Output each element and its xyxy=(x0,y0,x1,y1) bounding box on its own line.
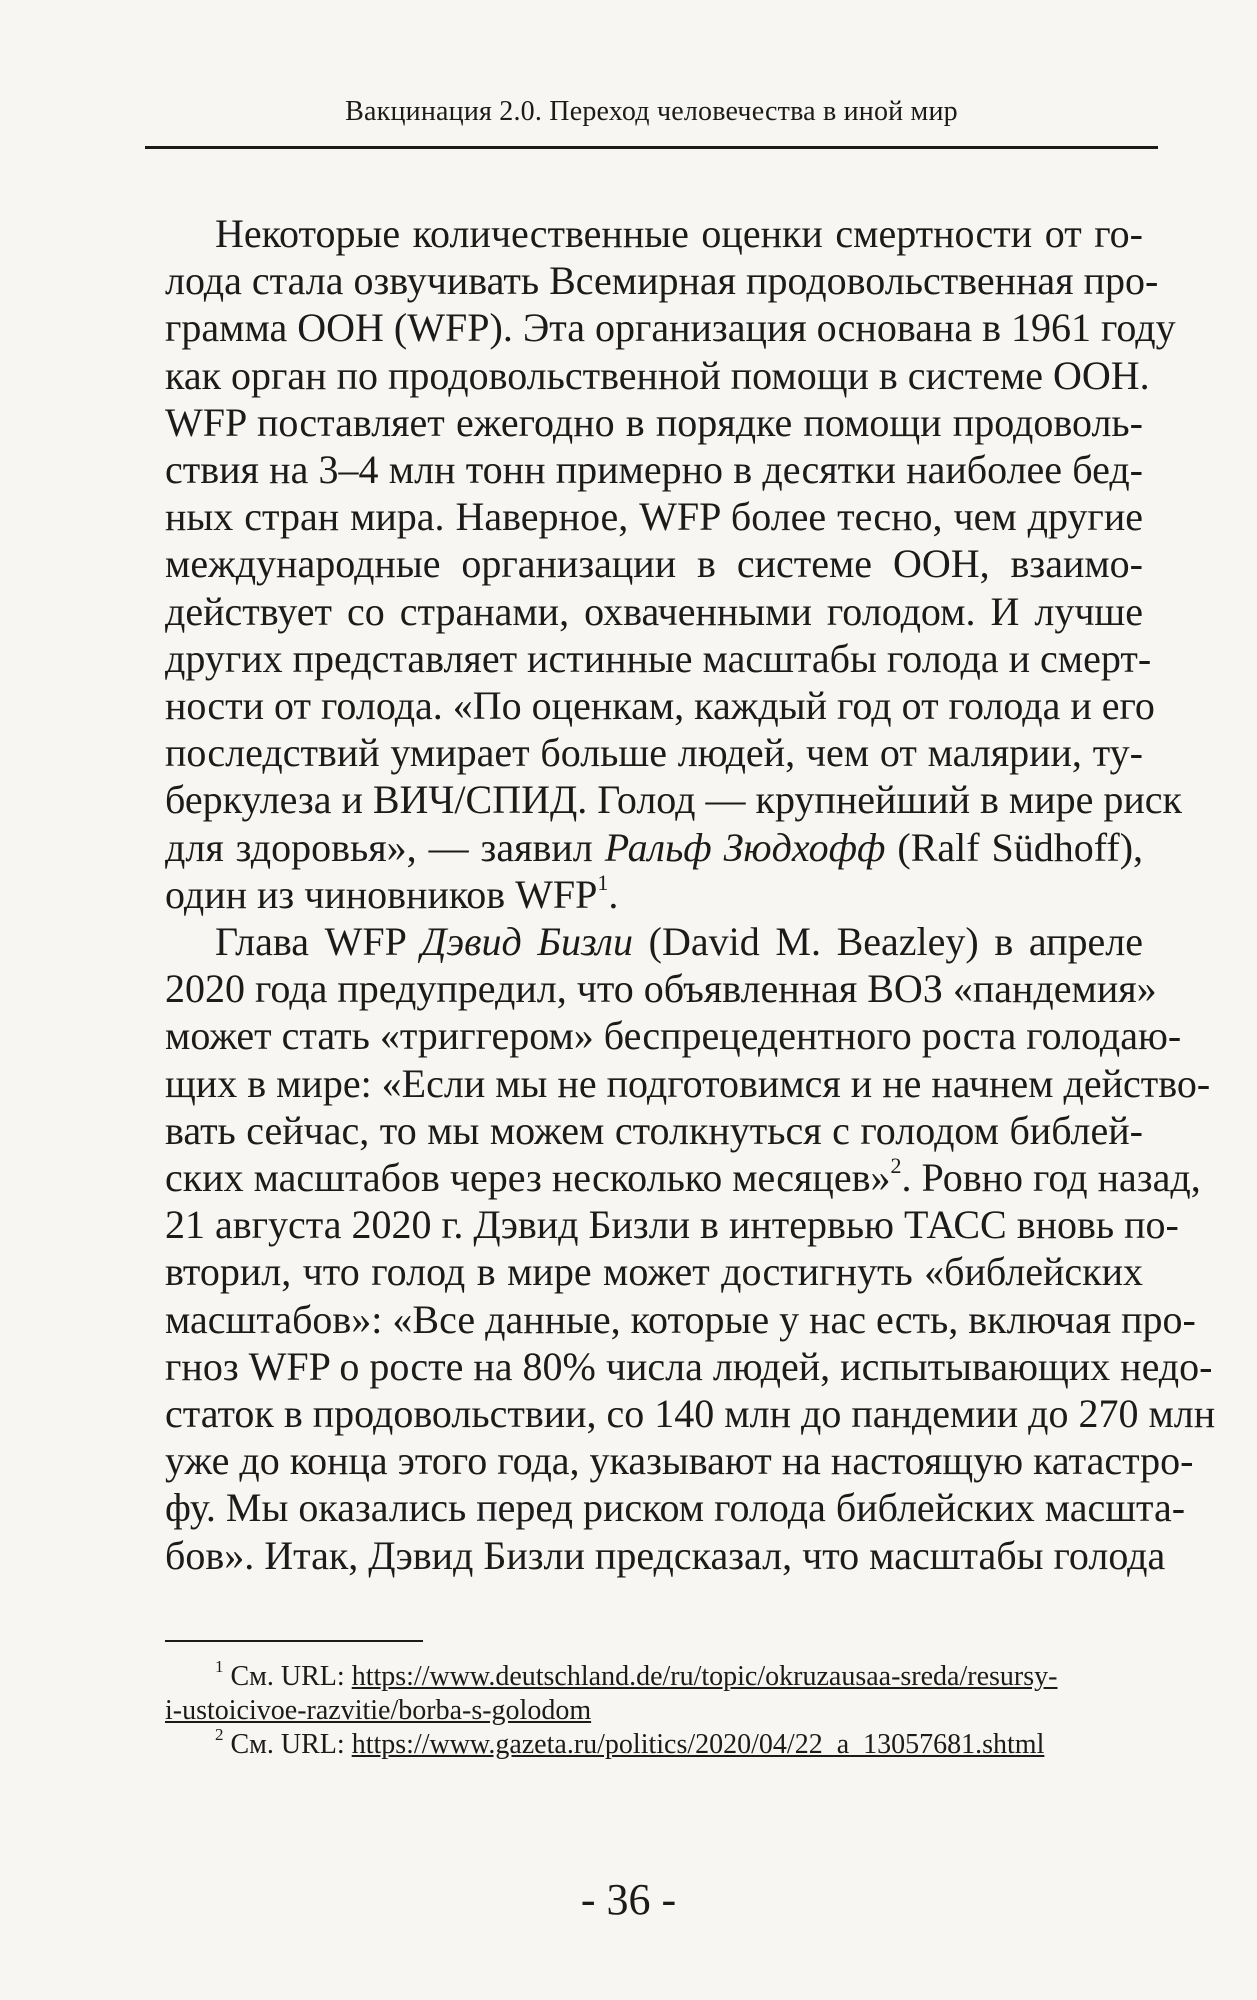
text-line xyxy=(165,871,1143,918)
footnote-number: 2 xyxy=(215,1724,224,1744)
footnote-line xyxy=(165,1694,1143,1728)
text-line: ности от голода. «По оценкам, каждый год от голода и его xyxy=(165,683,1155,729)
text-line: грамма ООН (WFP). Эта организация основана в 1961 году xyxy=(165,305,1176,351)
footnote-number: 1 xyxy=(215,1656,224,1676)
footnote-1-link-continued[interactable]: i-ustoicivoe-razvitie/borba-s-golodom xyxy=(165,1695,592,1726)
person-name-sudhoff: Ральф Зюдхофф xyxy=(604,824,886,870)
text-line: международные организации в системе ООН, взаимо- xyxy=(165,541,1143,587)
text-span: Глава WFP xyxy=(215,919,422,965)
footnote-2 xyxy=(165,1724,1143,1762)
text-line: фу. Мы оказались перед риском голода библейских масшта- xyxy=(165,1485,1186,1531)
text-line: может стать «триггером» беспрецедентного роста голодаю- xyxy=(165,1013,1182,1059)
footnote-ref-1[interactable]: 1 xyxy=(597,869,609,895)
text-line xyxy=(165,1152,1201,1201)
text-span: (David M. Beazley) в апреле xyxy=(633,919,1143,965)
text-line: вать сейчас, то мы можем столкнуться с голодом библей- xyxy=(165,1107,1143,1153)
body-text xyxy=(165,210,1216,1579)
footnote-line xyxy=(165,1724,1143,1762)
footnote-1 xyxy=(165,1656,1143,1728)
text-line: 21 августа 2020 г. Дэвид Бизли в интервью ТАСС вновь по- xyxy=(165,1202,1179,1248)
text-line: беркулеза и ВИЧ/СПИД. Голод — крупнейший в мире риск xyxy=(165,777,1182,823)
text-line: вторил, что голод в мире может достигнуть «библейских xyxy=(165,1249,1143,1295)
text-span: для здоровья», — заявил xyxy=(165,824,605,870)
text-span: (Ralf Südhoff), xyxy=(885,824,1144,870)
text-line: WFP поставляет ежегодно в порядке помощи продоволь- xyxy=(165,399,1143,445)
running-title: Вакцинация 2.0. Переход человечества в иной мир xyxy=(345,96,958,127)
footnote-line xyxy=(165,1656,1143,1694)
text-line: уже до конца этого года, указывают на настоящую катастро- xyxy=(165,1438,1194,1484)
text-line: действует со странами, охваченными голодом. И лучше xyxy=(165,588,1143,634)
footnote-rule xyxy=(165,1640,423,1642)
text-line: ных стран мира. Наверное, WFP более тесно, чем другие xyxy=(165,494,1143,540)
text-span: . xyxy=(608,871,619,917)
paragraph-2 xyxy=(165,918,1216,1579)
text-line: статок в продовольствии, со 140 млн до пандемии до 270 млн xyxy=(165,1391,1216,1437)
page-number: - 36 - xyxy=(580,1875,677,1924)
text-line xyxy=(165,824,1143,871)
text-line: ствия на 3–4 млн тонн примерно в десятки наиболее бед- xyxy=(165,447,1143,493)
text-span: . Ровно год назад, xyxy=(901,1155,1201,1201)
text-line: щих в мире: «Если мы не подготовимся и не начнем действо- xyxy=(165,1060,1211,1106)
paragraph-1 xyxy=(165,210,1182,918)
header-rule xyxy=(145,146,1158,149)
running-header xyxy=(145,92,1158,132)
text-span: ских масштабов через несколько месяцев» xyxy=(165,1155,891,1201)
footnote-prefix: См. URL: xyxy=(230,1729,352,1760)
text-line: как орган по продовольственной помощи в системе ООН. xyxy=(165,352,1150,398)
text-line xyxy=(165,918,1143,965)
text-line: Некоторые количественные оценки смертности от го- xyxy=(215,211,1143,256)
text-line: последствий умирает больше людей, чем от малярии, ту- xyxy=(165,730,1143,776)
text-line: масштабов»: «Все данные, которые у нас есть, включая про- xyxy=(165,1296,1196,1342)
footnote-ref-2[interactable]: 2 xyxy=(890,1152,902,1178)
footnote-prefix: См. URL: xyxy=(230,1661,352,1692)
person-name-beazley: Дэвид Бизли xyxy=(421,919,633,965)
text-span: один из чиновников WFP xyxy=(165,871,598,917)
text-line: 2020 года предупредил, что объявленная ВОЗ «пандемия» xyxy=(165,966,1157,1012)
text-line: гноз WFP о росте на 80% числа людей, испытывающих недо- xyxy=(165,1343,1213,1389)
footnotes xyxy=(165,1656,1143,1762)
footnote-2-link[interactable]: https://www.gazeta.ru/politics/2020/04/22_a_13057681.shtml xyxy=(351,1729,1045,1760)
text-line: бов». Итак, Дэвид Бизли предсказал, что масштабы голода xyxy=(165,1532,1166,1578)
footnote-1-link[interactable]: https://www.deutschland.de/ru/topic/okruzausaa-sreda/resursy- xyxy=(351,1661,1058,1692)
text-line: лода стала озвучивать Всемирная продовольственная про- xyxy=(165,258,1159,304)
text-line: других представляет истинные масштабы голода и смерт- xyxy=(165,635,1152,681)
